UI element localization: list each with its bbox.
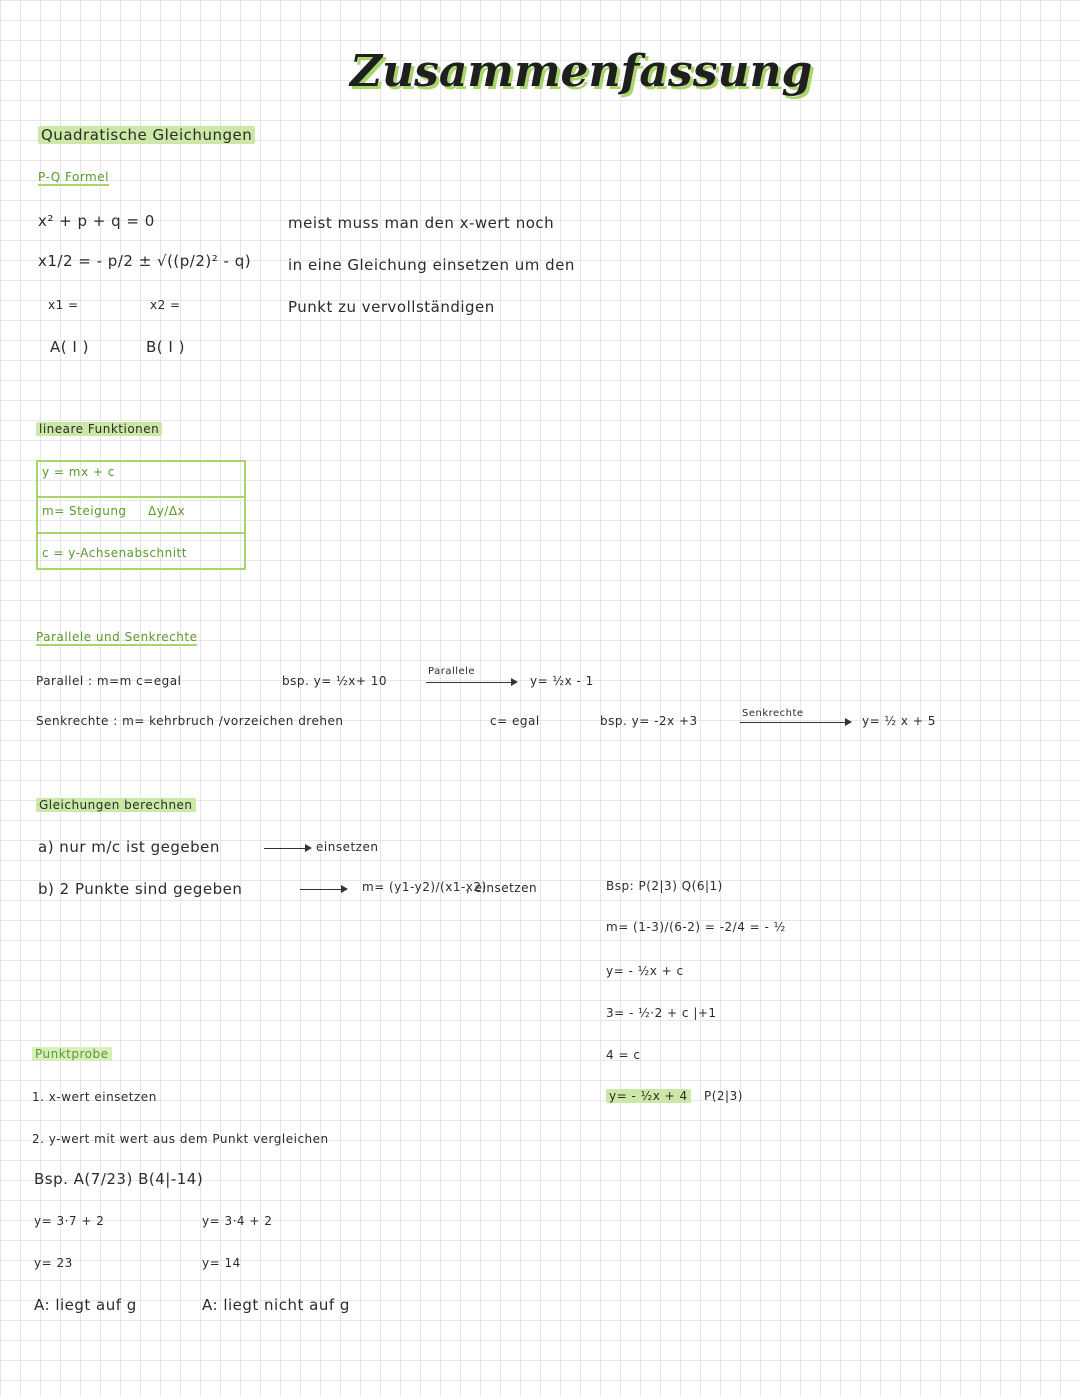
equation-pq: x1/2 = - p/2 ± √((p/2)² - q)	[38, 252, 252, 270]
example-intercept: 4 = c	[606, 1048, 641, 1062]
equations-case-b: b) 2 Punkte sind gegeben	[38, 880, 243, 898]
box-divider	[38, 496, 244, 498]
perpendicular-result: y= ½ x + 5	[862, 714, 936, 728]
point-a-calc-1: y= 3·7 + 2	[34, 1214, 105, 1228]
note-line-1: meist muss man den x-wert noch	[288, 214, 555, 232]
example-slope: m= (1-3)/(6-2) = -2/4 = - ½	[606, 920, 786, 934]
point-a-result: A: liegt auf g	[34, 1296, 137, 1314]
point-test-example: Bsp. A(7/23) B(4|-14)	[34, 1170, 204, 1188]
perpendicular-example: bsp. y= -2x +3	[600, 714, 698, 728]
equations-case-a: a) nur m/c ist gegeben	[38, 838, 220, 856]
arrow-icon	[740, 722, 850, 723]
perpendicular-arrow-label: Senkrechte	[742, 708, 804, 719]
box-divider	[38, 532, 244, 534]
point-b-calc-1: y= 3·4 + 2	[202, 1214, 273, 1228]
point-a: A( I )	[50, 338, 89, 356]
point-test-step-1: 1. x-wert einsetzen	[32, 1090, 157, 1104]
equations-case-b-result: , einsetzen	[466, 881, 538, 895]
parallel-example: bsp. y= ½x+ 10	[282, 674, 387, 688]
parallel-result: y= ½x - 1	[530, 674, 594, 688]
page-title: Zusammenfassung	[350, 46, 813, 97]
point-b-calc-2: y= 14	[202, 1256, 241, 1270]
example-substitution: 3= - ½·2 + c |+1	[606, 1006, 717, 1020]
section-heading-parallel: Parallele und Senkrechte	[36, 630, 198, 644]
equations-case-a-result: einsetzen	[316, 840, 379, 854]
subheading-pq-formula: P-Q Formel	[38, 170, 109, 184]
section-heading-equations: Gleichungen berechnen	[36, 798, 196, 812]
x2-label: x2 =	[150, 298, 181, 312]
section-heading-quadratic: Quadratische Gleichungen	[38, 126, 255, 144]
example-final-equation: y= - ½x + 4	[606, 1089, 691, 1103]
example-equation: y= - ½x + c	[606, 964, 684, 978]
intercept-definition: c = y-Achsenabschnitt	[42, 546, 187, 560]
slope-fraction: Δy/Δx	[148, 504, 186, 518]
x1-label: x1 =	[48, 298, 79, 312]
arrow-icon	[264, 848, 310, 849]
equation-general: x² + p + q = 0	[38, 212, 155, 230]
perpendicular-c: c= egal	[490, 714, 540, 728]
point-b: B( I )	[146, 338, 185, 356]
parallel-rule: Parallel : m=m c=egal	[36, 674, 182, 688]
parallel-arrow-label: Parallele	[428, 666, 476, 677]
point-a-calc-2: y= 23	[34, 1256, 73, 1270]
linear-equation: y = mx + c	[42, 465, 115, 479]
point-b-result: A: liegt nicht auf g	[202, 1296, 350, 1314]
point-test-step-2: 2. y-wert mit wert aus dem Punkt vergleichen	[32, 1132, 329, 1146]
example-final-point: P(2|3)	[704, 1089, 743, 1103]
note-line-3: Punkt zu vervollständigen	[288, 298, 495, 316]
arrow-icon	[426, 682, 516, 683]
arrow-icon	[300, 889, 346, 890]
slope-definition: m= Steigung	[42, 504, 127, 518]
note-line-2: in eine Gleichung einsetzen um den	[288, 256, 575, 274]
section-heading-linear: lineare Funktionen	[36, 422, 162, 436]
example-points: Bsp: P(2|3) Q(6|1)	[606, 879, 723, 893]
slope-formula: m= (y1-y2)/(x1-x2)	[362, 880, 487, 894]
section-heading-point-test: Punktprobe	[32, 1047, 112, 1061]
perpendicular-rule: Senkrechte : m= kehrbruch /vorzeichen drehen	[36, 714, 344, 728]
